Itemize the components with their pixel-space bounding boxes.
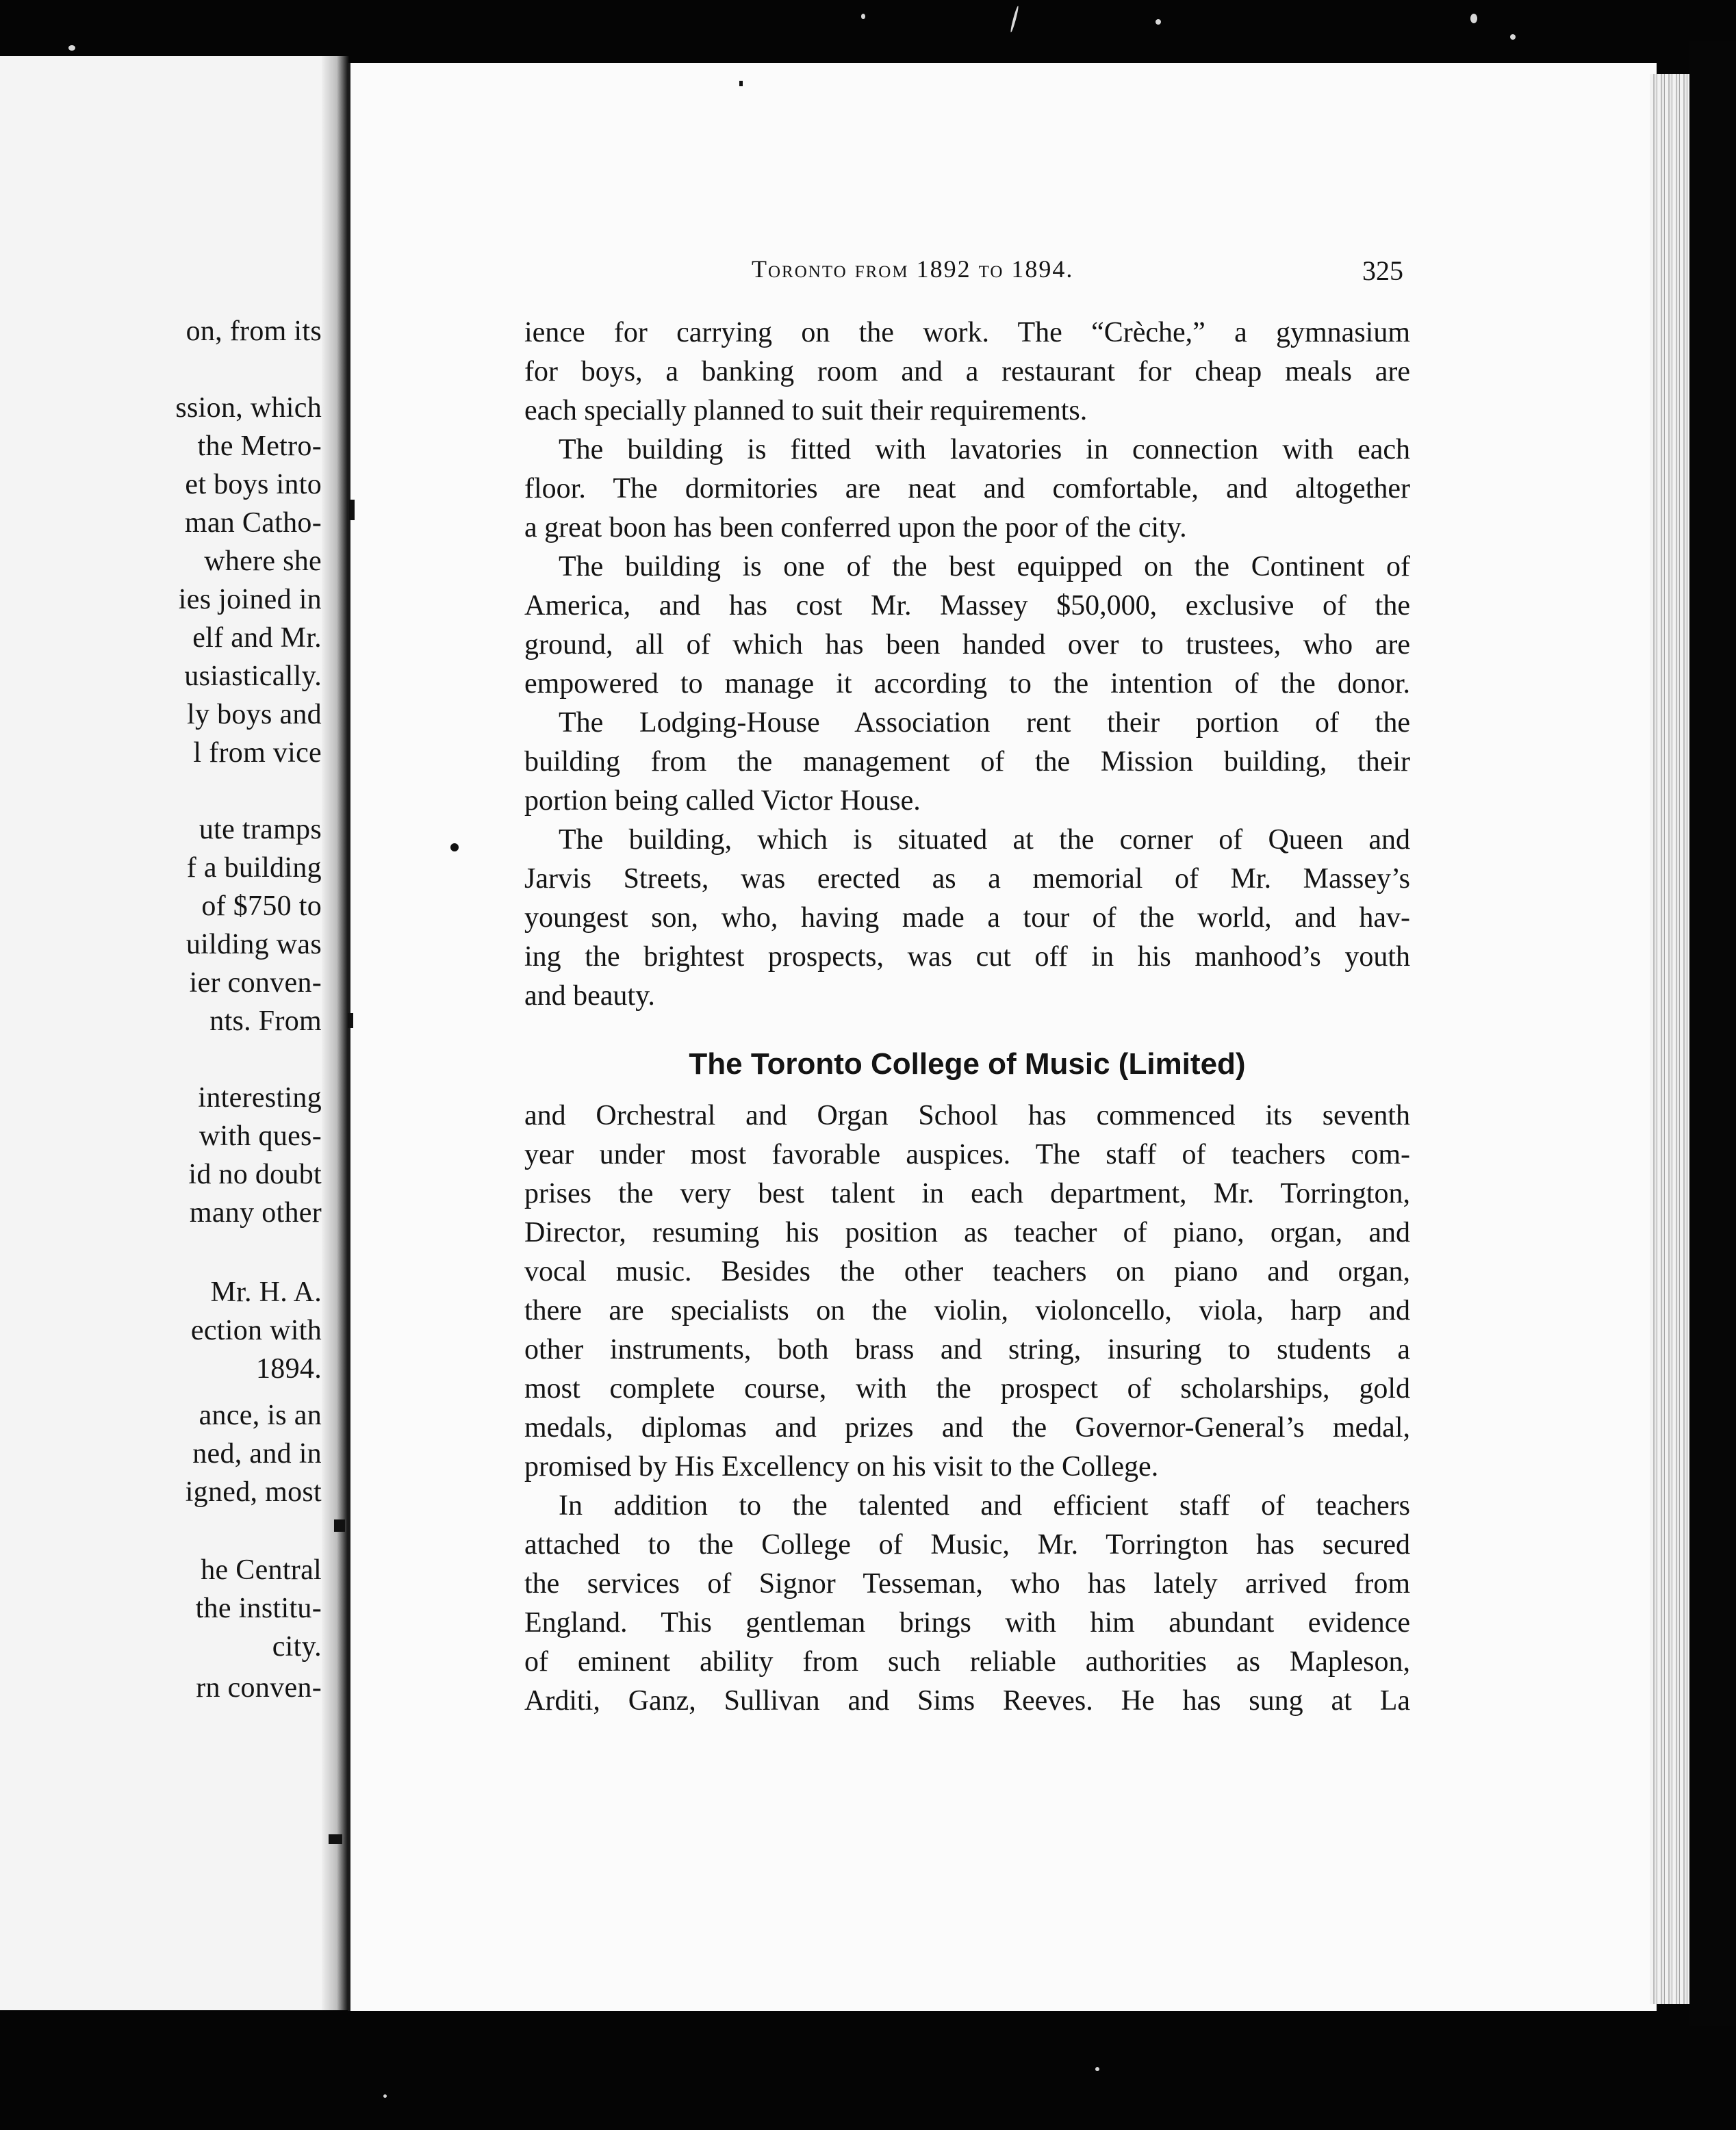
text-line: building from the management of the Mission building, their [524, 746, 1410, 778]
binding-mark [349, 500, 355, 520]
left-text-line: usiastically. [184, 660, 322, 692]
text-line: ing the brightest prospects, was cut off in his manhood’s youth [524, 941, 1410, 973]
scan-speck [1095, 2067, 1099, 2071]
scan-speck [1470, 14, 1477, 23]
scan-speck [1510, 34, 1516, 40]
scanner-right-edge [1689, 41, 1736, 2026]
left-text-line: interesting [198, 1082, 322, 1114]
text-line: The building is fitted with lavatories in connection with each [559, 434, 1410, 465]
left-page-gutter [322, 56, 349, 2010]
scan-speck [383, 2094, 387, 2098]
left-text-line: many other [189, 1197, 322, 1229]
text-line: there are specialists on the violin, violoncello, viola, harp and [524, 1295, 1410, 1326]
text-line: America, and has cost Mr. Massey $50,000, exclusive of the [524, 590, 1410, 621]
page-block-edges [1650, 74, 1689, 2004]
text-line: promised by His Excellency on his visit to the College. [524, 1451, 1159, 1483]
section-heading: The Toronto College of Music (Limited) [689, 1047, 1246, 1081]
left-text-line: Mr. H. A. [210, 1276, 322, 1308]
left-text-line: ies joined in [178, 584, 322, 615]
running-head-text: Toronto from 1892 to 1894. [752, 255, 1074, 283]
text-line: The building, which is situated at the corner of Queen and [559, 824, 1410, 856]
binding-mark [329, 1834, 342, 1844]
text-line: the services of Signor Tesseman, who has lately arrived from [524, 1568, 1410, 1600]
left-text-line: on, from its [186, 316, 322, 347]
left-text-line: where she [204, 546, 322, 577]
text-line: prises the very best talent in each department, Mr. Torrington, [524, 1178, 1410, 1209]
text-line: portion being called Victor House. [524, 785, 921, 817]
text-line: most complete course, with the prospect of scholarships, gold [524, 1373, 1410, 1404]
left-text-line: igned, most [185, 1476, 322, 1508]
left-text-line: ier conven- [189, 967, 322, 999]
left-text-line: ly boys and [187, 699, 322, 730]
text-line: other instruments, both brass and string, insuring to students a [524, 1334, 1410, 1365]
text-line: Jarvis Streets, was erected as a memorial of Mr. Massey’s [524, 863, 1410, 895]
left-text-line: 1894. [256, 1353, 322, 1385]
running-head [752, 255, 1073, 283]
left-text-line: ssion, which [175, 392, 322, 424]
stray-dot [739, 81, 743, 86]
text-line: The Lodging-House Association rent their portion of the [559, 707, 1410, 739]
text-line: England. This gentleman brings with him abundant evidence [524, 1607, 1410, 1639]
text-line: medals, diplomas and prizes and the Governor-General’s medal, [524, 1412, 1410, 1443]
scan-speck [68, 45, 75, 51]
left-text-line: with ques- [199, 1120, 322, 1152]
page-number: 325 [1362, 255, 1403, 286]
left-text-line: ned, and in [192, 1438, 322, 1470]
text-line: vocal music. Besides the other teachers on piano and organ, [524, 1256, 1410, 1287]
left-text-line: of $750 to [201, 890, 322, 922]
left-text-line: id no doubt [188, 1159, 322, 1190]
left-text-line: the institu- [195, 1593, 322, 1624]
left-text-line: city. [272, 1631, 322, 1663]
scan-speck [1010, 5, 1019, 33]
text-line: Director, resuming his position as teacher of piano, organ, and [524, 1217, 1410, 1248]
text-line: floor. The dormitories are neat and comfortable, and altogether [524, 473, 1410, 504]
left-text-line: the Metro- [197, 431, 322, 462]
text-line: empowered to manage it according to the intention of the donor. [524, 668, 1410, 700]
binding-mark [348, 1013, 353, 1028]
text-line: and Orchestral and Organ School has commenced its seventh [524, 1100, 1410, 1131]
stray-dot [450, 843, 459, 851]
text-line: ience for carrying on the work. The “Crèche,” a gymnasium [524, 317, 1410, 348]
left-text-line: et boys into [185, 469, 322, 500]
left-text-line: ute tramps [199, 814, 322, 845]
scan-speck [1156, 19, 1161, 25]
text-line: year under most favorable auspices. The staff of teachers com- [524, 1139, 1410, 1170]
body-text-block-2 [524, 1096, 1410, 1721]
text-line: ground, all of which has been handed over to trustees, who are [524, 629, 1410, 660]
text-line: of eminent ability from such reliable authorities as Mapleson, [524, 1646, 1410, 1678]
left-text-line: he Central [201, 1554, 322, 1586]
left-text-line: ection with [190, 1315, 322, 1346]
text-line: for boys, a banking room and a restaurant for cheap meals are [524, 356, 1410, 387]
text-line: a great boon has been conferred upon the poor of the city. [524, 512, 1187, 543]
text-line: youngest son, who, having made a tour of the world, and hav- [524, 902, 1410, 934]
body-text-block-1 [524, 313, 1410, 1016]
text-line: and beauty. [524, 980, 655, 1012]
text-line: attached to the College of Music, Mr. Torrington has secured [524, 1529, 1410, 1561]
left-text-line: f a building [186, 852, 322, 884]
scan-speck [861, 14, 865, 19]
left-text-line: nts. From [209, 1005, 322, 1037]
left-text-line: ance, is an [199, 1400, 322, 1431]
left-text-line: l from vice [193, 737, 322, 769]
text-line: each specially planned to suit their requirements. [524, 395, 1088, 426]
text-line: In addition to the talented and efficient staff of teachers [559, 1490, 1410, 1522]
text-line: Arditi, Ganz, Sullivan and Sims Reeves. He has sung at La [524, 1685, 1410, 1717]
left-text-line: uilding was [186, 929, 322, 960]
binding-mark [334, 1519, 345, 1532]
left-text-line: elf and Mr. [192, 622, 322, 654]
text-line: The building is one of the best equipped on the Continent of [559, 551, 1410, 582]
left-text-line: rn conven- [196, 1672, 322, 1704]
left-text-line: man Catho- [184, 507, 322, 539]
